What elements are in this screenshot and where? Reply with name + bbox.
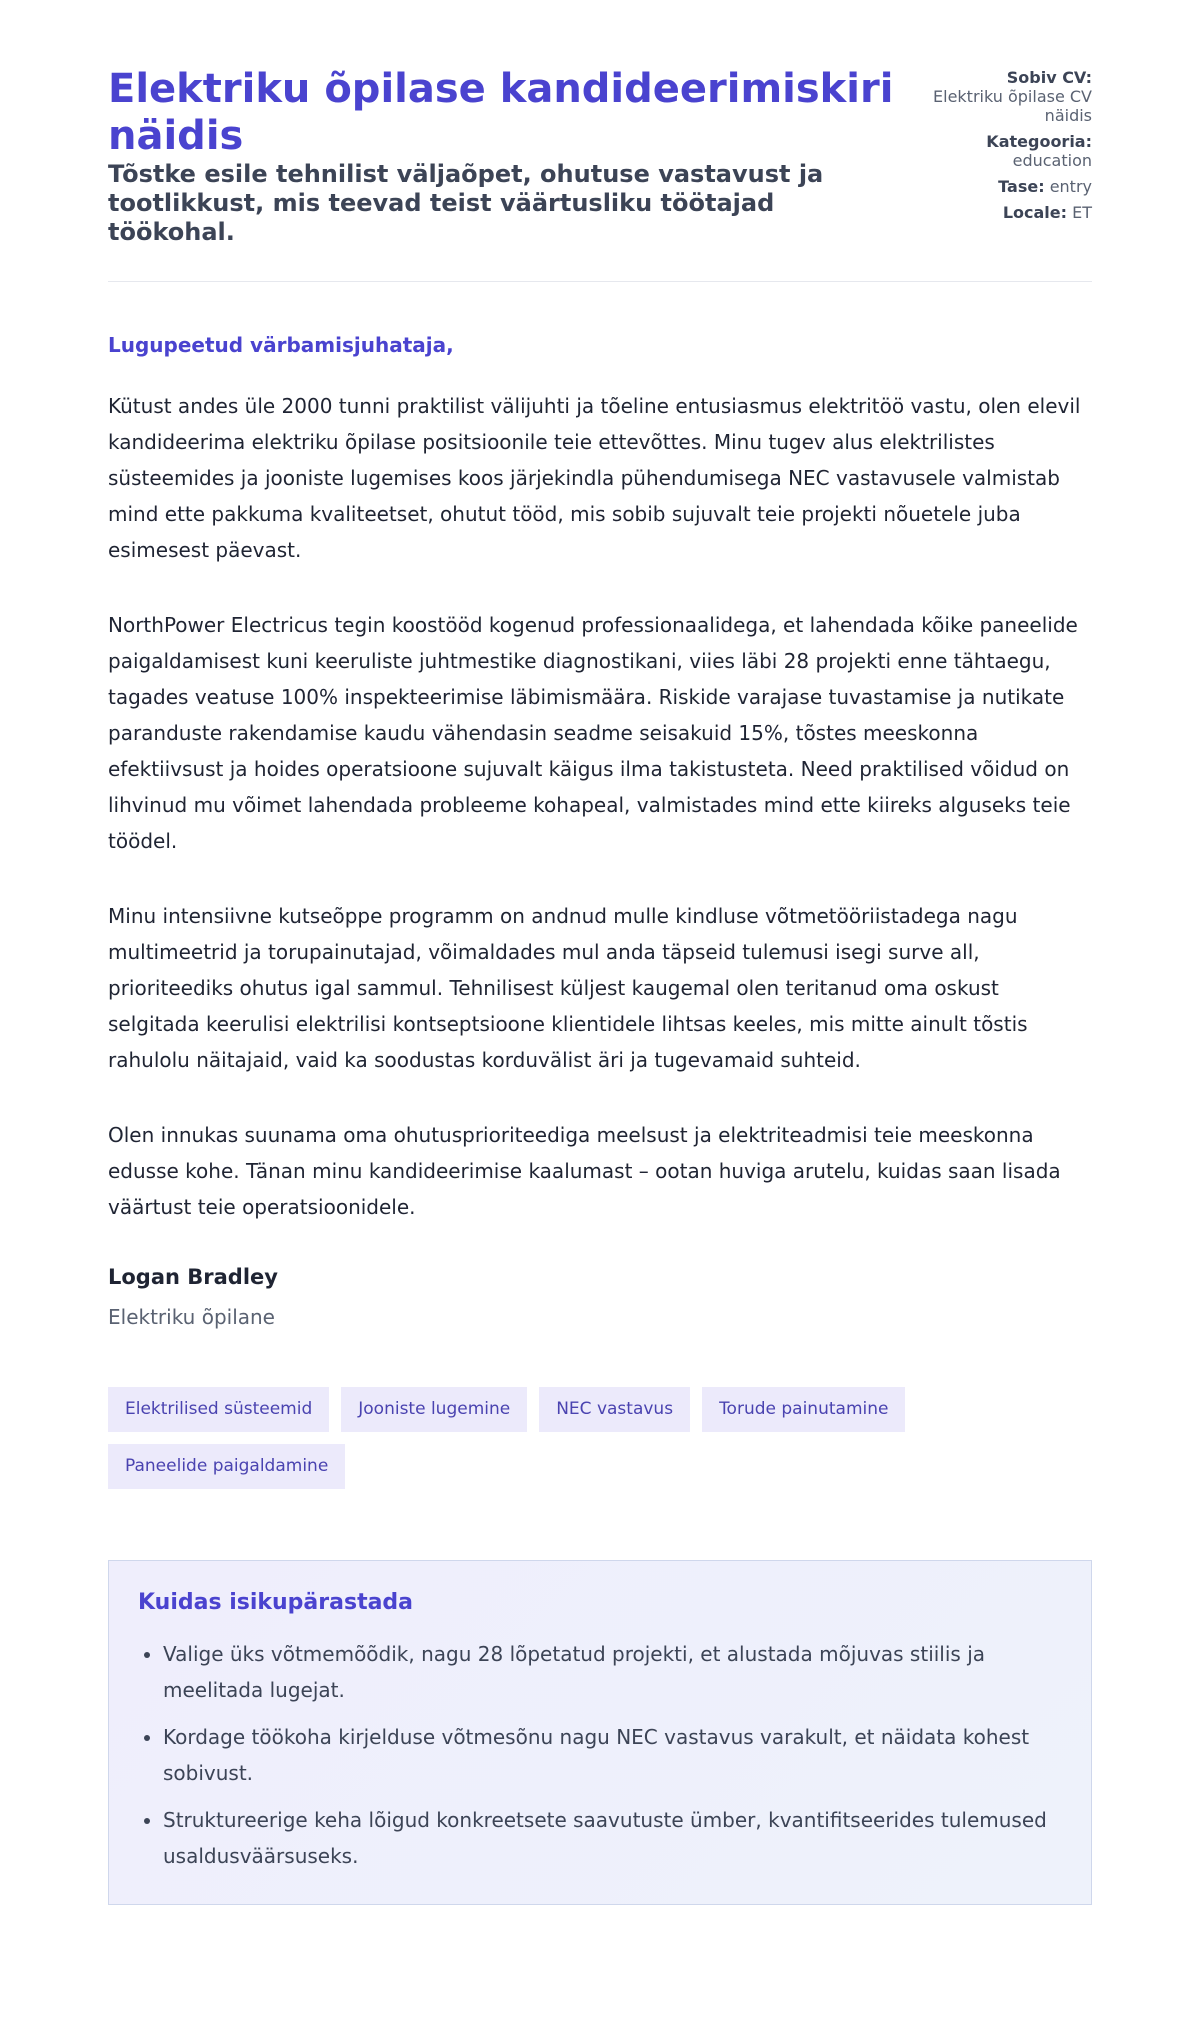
meta-category <box>922 132 1092 170</box>
meta-level <box>922 177 1092 196</box>
meta-category-value: education <box>1012 151 1092 170</box>
page-subtitle: Tõstke esile tehnilist väljaõpet, ohutuse vastavust ja tootlikkust, mis teevad teist väärtusliku töötajad töökohal. <box>108 160 824 246</box>
tips-list <box>138 1636 1062 1874</box>
tip-item: • Valige üks võtmemõõdik, nagu 28 lõpetatud projekti, et alustada mõjuvas stiilis ja meelitada lugejat. <box>163 1636 1062 1708</box>
letter-body <box>108 388 1092 1225</box>
signature-role: Elektriku õpilane <box>108 1305 275 1329</box>
tips-title: Kuidas isikupärastada <box>138 1590 414 1615</box>
skill-tag: Jooniste lugemine <box>341 1387 527 1432</box>
tip-item: • Kordage töökoha kirjelduse võtmesõnu nagu NEC vastavus varakult, et näidata kohest sobivust. <box>163 1719 1062 1791</box>
skill-tags <box>108 1387 938 1501</box>
signature-name: Logan Bradley <box>108 1265 278 1289</box>
meta-locale <box>922 203 1092 222</box>
meta-locale-value: ET <box>1072 203 1092 222</box>
skill-tag: Torude painutamine <box>702 1387 905 1432</box>
personalization-tips <box>108 1560 1092 1905</box>
letter-paragraph: NorthPower Electricus tegin koostööd kogenud professionaalidega, et lahendada kõike paneelide paigaldamisest kuni keeruliste juhtmestike diagnostikani, viies läbi 28 projekti enne tähtaegu, tagades veatuse 100% inspekteerimise läbimismäära. Riskide varajase tuvastamise ja nutikate paranduste rakendamise kaudu vähendasin seadme seisakuid 15%, tõstes meeskonna efektiivsust ja hoides operatsioone sujuvalt käigus ilma takistusteta. Need praktilised võidud on lihvinud mu võimet lahendada probleeme kohapeal, valmistades mind ette kiireks alguseks teie töödel. <box>108 613 1078 853</box>
page-title: Elektriku õpilase kandideerimiskiri näidis <box>108 66 894 159</box>
meta-cv-value: Elektriku õpilase CV näidis <box>933 87 1092 125</box>
meta-level-label: Tase: <box>998 177 1045 196</box>
letter-paragraph: Olen innukas suunama oma ohutusprioriteediga meelsust ja elektriteadmisi teie meeskonna edusse kohe. Tänan minu kandideerimise kaalumast – ootan huviga arutelu, kuidas saan lisada väärtust teie operatsioonidele. <box>108 1123 1061 1219</box>
letter-paragraph: Minu intensiivne kutseõppe programm on andnud mulle kindluse võtmetööriistadega nagu multimeetrid ja torupainutajad, võimaldades mul anda täpseid tulemusi isegi surve all, prioriteediks ohutus igal sammul. Tehnilisest küljest kaugemal olen teritanud oma oskust selgitada keerulisi elektrilisi kontseptsioone klientidele lihtsas keeles, mis mitte ainult tõstis rahulolu näitajaid, vaid ka soodustas korduvälist äri ja tugevamaid suhteid. <box>108 904 1028 1072</box>
header <box>108 66 1092 282</box>
skill-tag: NEC vastavus <box>539 1387 690 1432</box>
meta-panel <box>922 66 1092 229</box>
meta-category-label: Kategooria: <box>986 132 1092 151</box>
signature <box>108 1264 1092 1330</box>
meta-locale-label: Locale: <box>1002 203 1068 222</box>
meta-cv <box>922 68 1092 125</box>
skill-tag: Paneelide paigaldamine <box>108 1444 345 1489</box>
meta-level-value: entry <box>1049 177 1092 196</box>
tip-item: • Struktureerige keha lõigud konkreetsete saavutuste ümber, kvantifitseerides tulemused usaldusväärsuseks. <box>163 1802 1062 1874</box>
cover-letter-page <box>108 0 1092 1905</box>
header-titles <box>108 66 908 247</box>
meta-cv-label: Sobiv CV: <box>1006 68 1092 87</box>
letter-greeting: Lugupeetud värbamisjuhataja, <box>108 333 454 357</box>
letter-paragraph: Kütust andes üle 2000 tunni praktilist välijuhti ja tõeline entusiasmus elektritöö vastu, olen elevil kandideerima elektriku õpilase positsioonile teie ettevõttes. Minu tugev alus elektrilistes süsteemides ja jooniste lugemises koos järjekindla pühendumisega NEC vastavusele valmistab mind ette pakkuma kvaliteetset, ohutut tööd, mis sobib sujuvalt teie projekti nõuetele juba esimesest päevast. <box>108 394 1081 562</box>
skill-tag: Elektrilised süsteemid <box>108 1387 329 1432</box>
